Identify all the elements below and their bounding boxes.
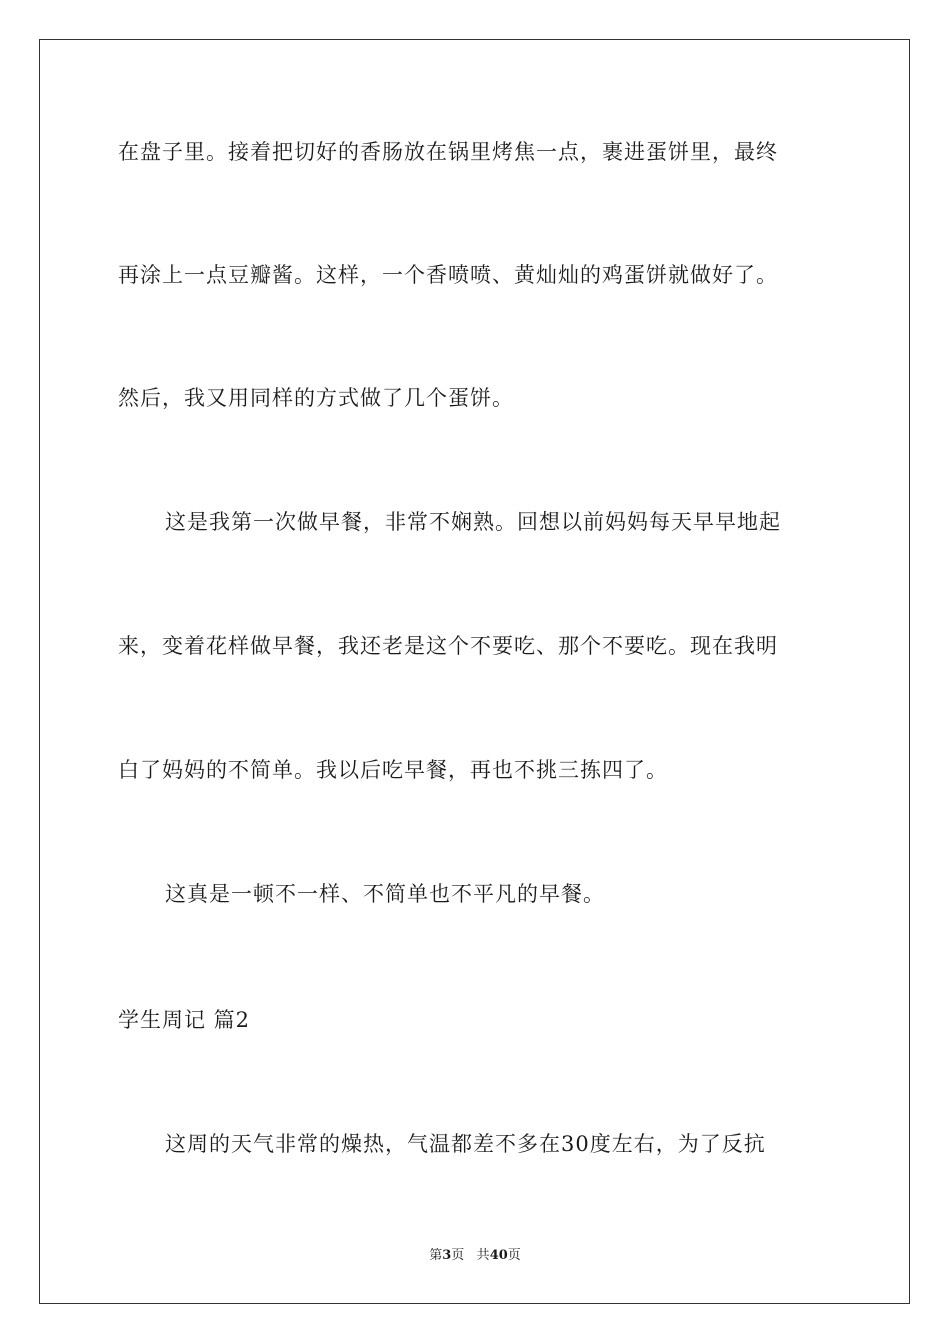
paragraph-line-3: 然后，我又用同样的方式做了几个蛋饼。 xyxy=(118,386,514,410)
paragraph-line-2: 再涂上一点豆瓣酱。这样，一个香喷喷、黄灿灿的鸡蛋饼就做好了。 xyxy=(118,263,778,287)
section-heading: 学生周记 篇2 xyxy=(118,1008,251,1032)
footer-page-prefix: 第 xyxy=(429,1248,443,1263)
page-border xyxy=(39,39,910,1304)
footer-total-prefix: 共 xyxy=(476,1248,490,1263)
footer-page-current: 3 xyxy=(442,1248,452,1263)
paragraph-line-1: 在盘子里。接着把切好的香肠放在锅里烤焦一点，裹进蛋饼里，最终 xyxy=(118,140,778,164)
paragraph-line-7: 这真是一顿不一样、不简单也不平凡的早餐。 xyxy=(165,882,605,906)
footer-page-total: 40 xyxy=(489,1248,508,1263)
footer-page-suffix: 页 xyxy=(451,1248,465,1263)
paragraph-line-5: 来，变着花样做早餐，我还老是这个不要吃、那个不要吃。现在我明 xyxy=(118,634,778,658)
page-footer xyxy=(0,1247,950,1265)
paragraph-line-4: 这是我第一次做早餐，非常不娴熟。回想以前妈妈每天早早地起 xyxy=(165,510,781,534)
paragraph-line-9: 这周的天气非常的燥热，气温都差不多在30度左右，为了反抗 xyxy=(165,1132,766,1156)
paragraph-line-6: 白了妈妈的不简单。我以后吃早餐，再也不挑三拣四了。 xyxy=(118,758,668,782)
footer-total-suffix: 页 xyxy=(507,1248,521,1263)
